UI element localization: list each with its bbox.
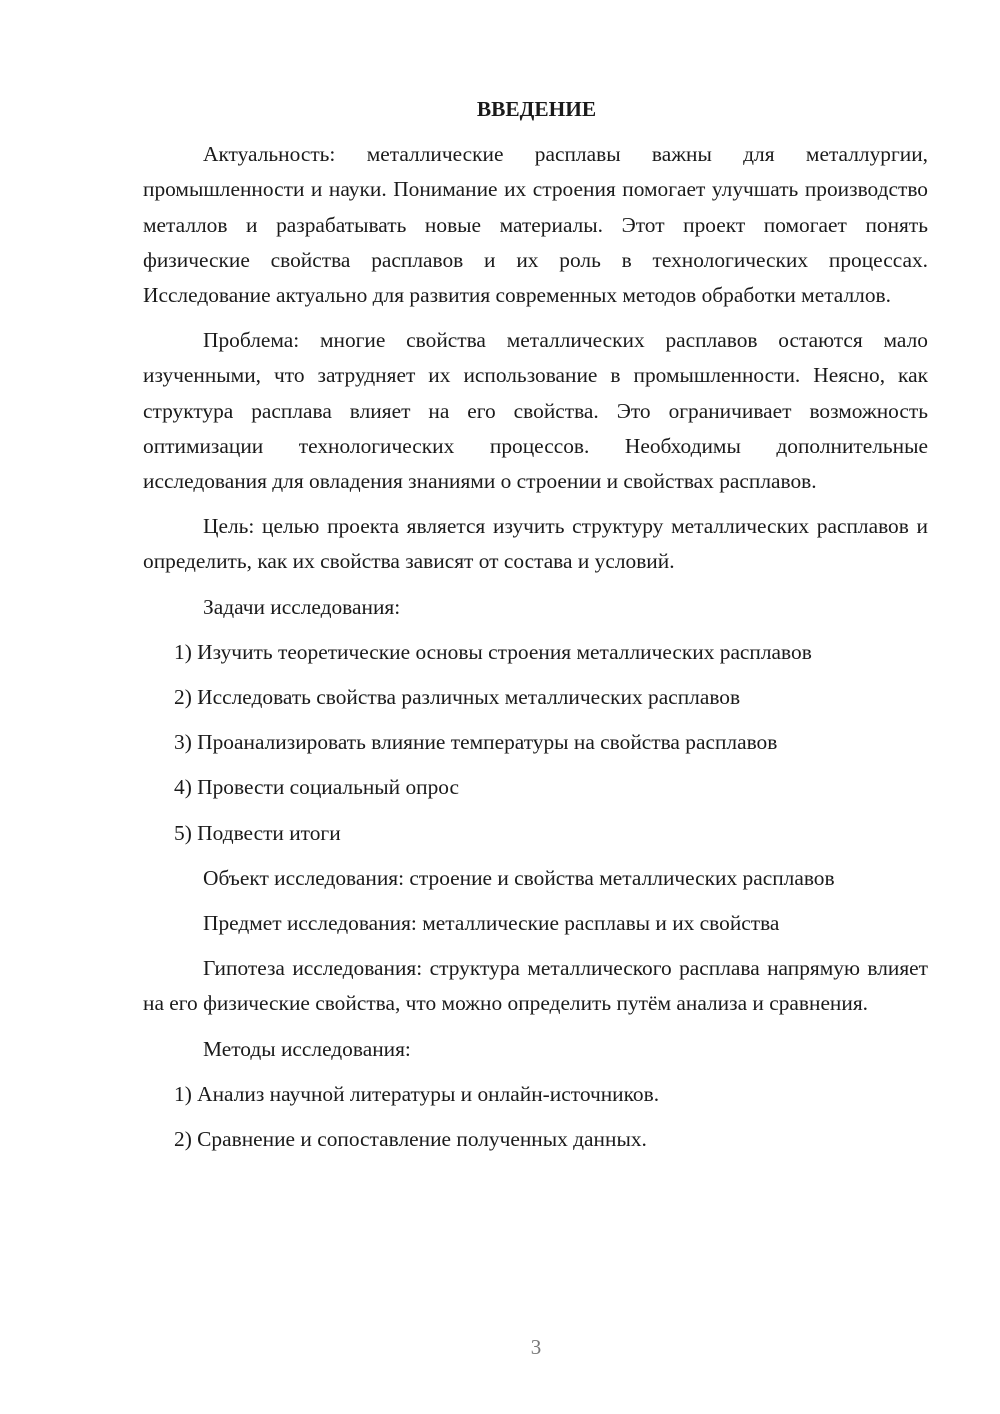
tasks-heading: Задачи исследования:: [203, 594, 401, 619]
list-item: 2) Исследовать свойства различных металлических расплавов: [174, 685, 741, 710]
goal-paragraph: Цель: целью проекта является изучить структуру металлических расплавов и определить, как их свойства зависят от состава и условий.: [143, 514, 928, 574]
methods-list: [143, 1077, 928, 1157]
list-item: 5) Подвести итоги: [174, 820, 341, 845]
list-item: 2) Сравнение и сопоставление полученных данных.: [174, 1127, 647, 1152]
section-title: ВВЕДЕНИЕ: [476, 97, 597, 121]
list-item: 1) Анализ научной литературы и онлайн-источников.: [174, 1081, 660, 1106]
hypothesis-paragraph: Гипотеза исследования: структура металлического расплава напрямую влияет на его физические свойства, что можно определить путём анализа и сравнения.: [143, 956, 928, 1016]
page-number: 3: [530, 1335, 542, 1359]
list-item: 4) Провести социальный опрос: [174, 775, 460, 800]
object-paragraph: Объект исследования: строение и свойства металлических расплавов: [203, 865, 835, 890]
list-item: 1) Изучить теоретические основы строения металлических расплавов: [174, 639, 812, 664]
tasks-list: [143, 635, 928, 851]
problem-paragraph: Проблема: многие свойства металлических расплавов остаются мало изученными, что затрудняет их использование в промышленности. Неясно, как структура расплава влияет на его свойства. Это ограничивает возможность оптимизации технологических процессов. Необходимы дополнительные исследования для овладения знаниями о строении и свойствах расплавов.: [143, 328, 928, 494]
subject-paragraph: Предмет исследования: металлические расплавы и их свойства: [203, 911, 780, 936]
list-item: 3) Проанализировать влияние температуры на свойства расплавов: [174, 730, 778, 755]
relevance-paragraph: Актуальность: металлические расплавы важны для металлургии, промышленности и науки. Понимание их строения помогает улучшать производство металлов и разрабатывать новые материалы. Этот проект помогает понять физические свойства расплавов и их роль в технологических процессах. Исследование актуально для развития современных методов обработки металлов.: [143, 142, 928, 308]
document-page: [143, 92, 928, 1167]
methods-heading: Методы исследования:: [203, 1036, 411, 1061]
